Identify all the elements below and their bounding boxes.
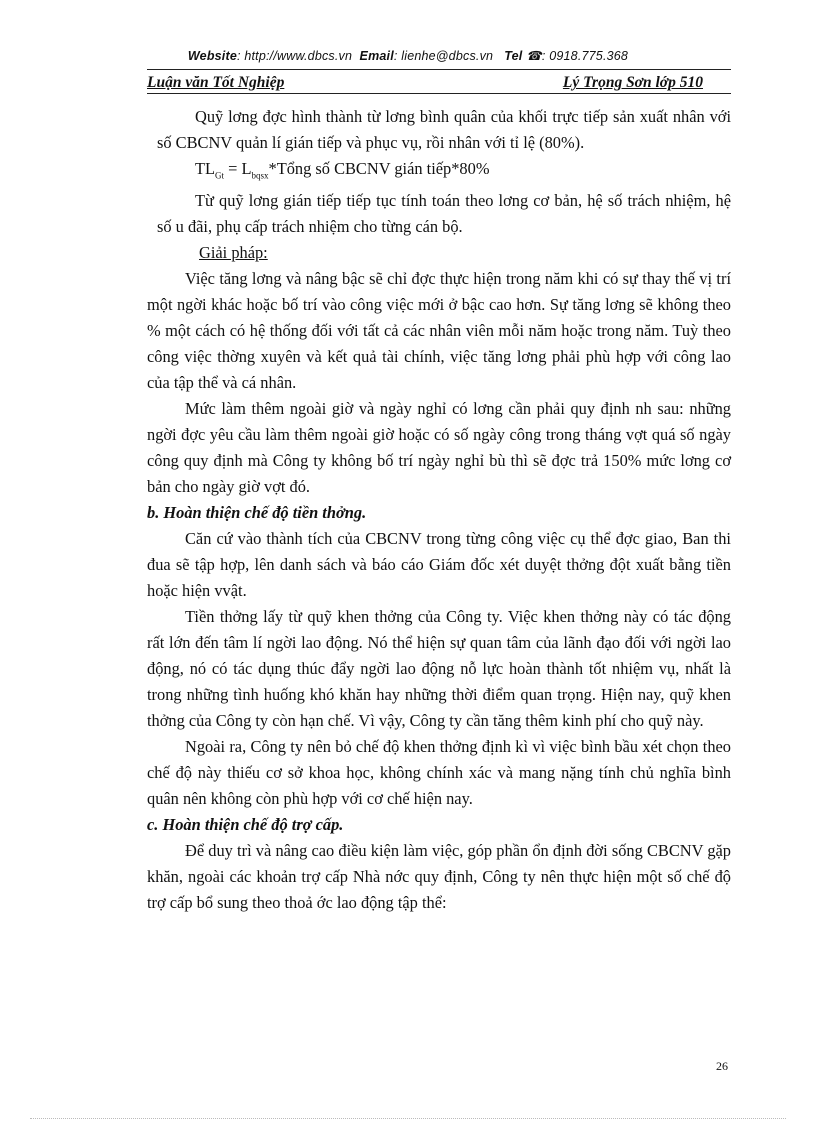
tel-label: Tel bbox=[504, 49, 523, 63]
header-divider-top bbox=[147, 69, 731, 70]
paragraph: Căn cứ vào thành tích của CBCNV trong từng công việc cụ thể đợc giao, Ban thi đua sẽ tập hợp, lên danh sách và báo cáo Giám đốc xét duyệt thởng đột xuất bằng tiền hoặc hiện vvật. bbox=[147, 529, 731, 601]
document-body bbox=[147, 104, 731, 916]
paragraph: Quỹ lơng đợc hình thành từ lơng bình quân của khối trực tiếp sản xuất nhân với số CBCNV quản lí gián tiếp và phục vụ, rồi nhân với tỉ lệ (80%). bbox=[157, 107, 731, 152]
header-divider-bottom bbox=[147, 93, 731, 94]
section-heading: b. Hoàn thiện chế độ tiền thởng. bbox=[147, 503, 367, 523]
paragraph: Việc tăng lơng và nâng bậc sẽ chỉ đợc thực hiện trong năm khi có sự thay thế vị trí một ngời khác hoặc bố trí vào công việc mới ở bậc cao hơn. Sự tăng lơng sẽ không theo % một cách có hệ thống đối với tất cả các nhân viên mỗi năm hoặc trong năm. Tuỳ theo công việc thờng xuyên và kết quả tài chính, việc tăng lơng phải phù hợp với công lao của tập thể và cá nhân. bbox=[147, 269, 731, 393]
section-heading: c. Hoàn thiện chế độ trợ cấp. bbox=[147, 815, 344, 835]
paragraph: Ngoài ra, Công ty nên bỏ chế độ khen thởng định kì vì việc bình bầu xét chọn theo chế độ này thiếu cơ sở khoa học, không chính xác và mang nặng tính chủ nghĩa bình quân nên không còn phù hợp với cơ chế hiện nay. bbox=[147, 737, 731, 809]
author-name: Lý Trọng Sơn lớp 510 bbox=[562, 74, 703, 91]
formula: $TL_{Gt}$ = $L_{bqsx}*Tổng$ số CBCNV gián tiếp*80% bbox=[195, 159, 490, 181]
paragraph: Tiền thởng lấy từ quỹ khen thởng của Công ty. Việc khen thởng này có tác động rất lớn đến tâm lí ngời lao động. Nó thể hiện sự quan tâm của lãnh đạo đối với ngời lao động, nó có tác dụng thúc đẩy ngời lao động nỗ lực hoàn thành tốt nhiệm vụ, nhất là trong những tình huống khó khăn hay những thời điểm quan trọng. Hiện nay, quỹ khen thởng của Công ty còn hạn chế. Vì vậy, Công ty cần tăng thêm kinh phí cho quỹ này. bbox=[147, 607, 731, 731]
page-bottom-border bbox=[30, 1118, 786, 1119]
website-header bbox=[0, 48, 816, 63]
running-header bbox=[147, 72, 731, 92]
phone-icon: ☎ bbox=[526, 49, 542, 63]
page-number: 26 bbox=[716, 1059, 728, 1073]
paragraph: Mức làm thêm ngoài giờ và ngày nghỉ có lơng cần phải quy định nh sau: những ngời đợc yêu cầu làm thêm ngoài giờ hoặc có số ngày công trong tháng vợt quá số ngày công quy định mà Công ty không bố trí ngày nghỉ bù thì sẽ đợc trả 150% mức lơng cơ bản cho ngày giờ vợt đó. bbox=[147, 399, 731, 497]
website-label: Website bbox=[187, 49, 237, 63]
thesis-title: Luận văn Tốt Nghiệp bbox=[147, 74, 285, 91]
email-address: : lienhe@dbcs.vn bbox=[393, 49, 494, 63]
website-url: : http://www.dbcs.vn bbox=[237, 49, 353, 63]
solution-label: Giải pháp: bbox=[199, 243, 268, 263]
paragraph: Từ quỹ lơng gián tiếp tiếp tục tính toán theo lơng cơ bản, hệ số trách nhiệm, hệ số u đãi, phụ cấp trách nhiệm cho từng cán bộ. bbox=[157, 191, 731, 237]
email-label: Email bbox=[359, 49, 394, 63]
paragraph: Để duy trì và nâng cao điều kiện làm việc, góp phần ổn định đời sống CBCNV gặp khăn, ngoài các khoản trợ cấp Nhà nớc quy định, Công ty nên thực hiện một số chế độ trợ cấp bổ sung theo thoả ớc lao động tập thể: bbox=[147, 841, 731, 913]
phone-number: : 0918.775.368 bbox=[541, 49, 629, 63]
